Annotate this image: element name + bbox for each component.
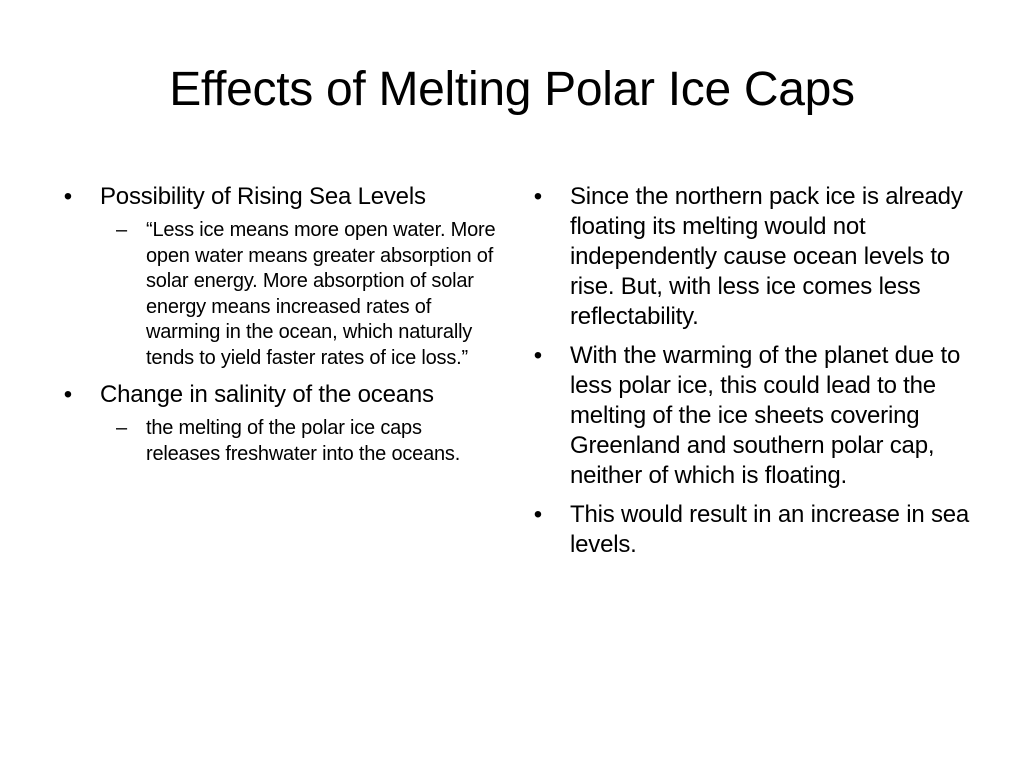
- bullet-marker: •: [533, 342, 543, 369]
- bullet-text: With the warming of the planet due to less polar ice, this could lead to the melting of the ice sheets covering Greenland and southern polar cap, neither of which is floating.: [570, 342, 961, 489]
- bullet-item-ice-sheets: [528, 341, 973, 491]
- bullet-item-sea-levels: [528, 500, 973, 560]
- left-column: [58, 182, 498, 476]
- right-column: [528, 182, 973, 569]
- bullet-item-rising-sea-levels: [58, 182, 498, 371]
- bullet-marker: •: [63, 183, 73, 210]
- dash-marker: –: [116, 219, 128, 241]
- bullet-item-salinity: [58, 380, 498, 467]
- sub-bullet-item-freshwater: [100, 416, 498, 467]
- dash-marker: –: [116, 417, 128, 439]
- bullet-text: Possibility of Rising Sea Levels: [100, 183, 426, 210]
- bullet-text: This would result in an increase in sea levels.: [570, 501, 970, 558]
- sub-bullet-text: the melting of the polar ice caps releases freshwater into the oceans.: [146, 417, 461, 465]
- sub-bullet-text: “Less ice means more open water. More open water means greater absorption of solar energy. More absorption of solar energy means increased rates of warming in the ocean, which naturally tends to yield faster rates of ice loss.”: [146, 219, 496, 369]
- bullet-marker: •: [63, 381, 73, 408]
- sub-bullet-item-quote: [100, 218, 498, 371]
- bullet-marker: •: [533, 183, 543, 210]
- slide-title: Effects of Melting Polar Ice Caps: [169, 63, 855, 116]
- bullet-text: Change in salinity of the oceans: [100, 381, 434, 408]
- bullet-text: Since the northern pack ice is already floating its melting would not independently cause ocean levels to rise. But, with less ice comes less reflectability.: [570, 183, 963, 330]
- bullet-item-pack-ice: [528, 182, 973, 332]
- bullet-marker: •: [533, 501, 543, 528]
